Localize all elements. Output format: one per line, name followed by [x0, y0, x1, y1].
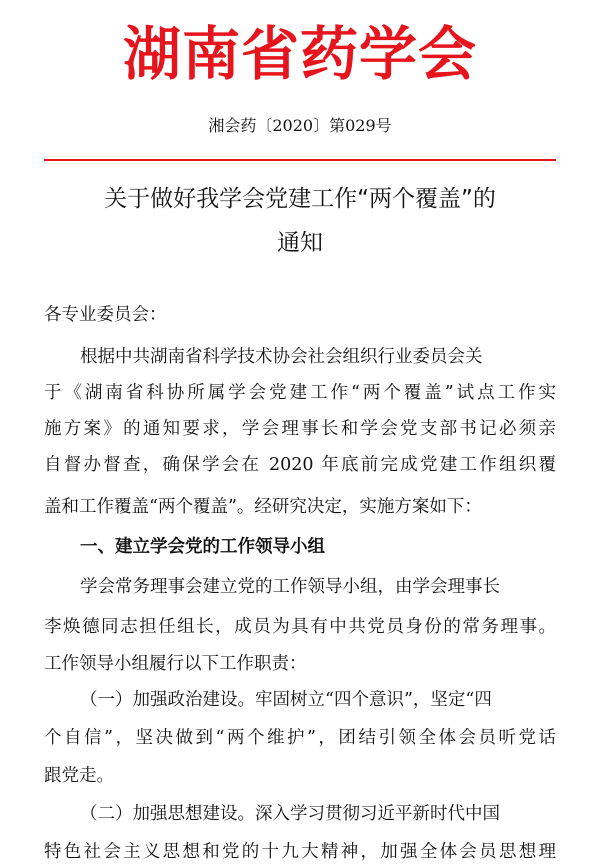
salutation: 各专业委员会： [44, 305, 167, 325]
document-title-line: 通知 [277, 230, 323, 256]
list-item-line: 特色社会主义思想和党的十九大精神，加强全体会员思想理 [44, 842, 556, 862]
paragraph-line: 学会常务理事会建立党的工作领导小组，由学会理事长 [80, 577, 500, 597]
section-heading: 一、建立学会党的工作领导小组 [80, 537, 325, 557]
paragraph-line: 李焕德同志担任组长，成员为具有中共党员身份的常务理事。 [44, 617, 556, 637]
org-title: 湖南省药学会 [122, 20, 477, 88]
paragraph-line: 施方案》的通知要求，学会理事长和学会党支部书记必须亲 [44, 419, 556, 439]
paragraph-line: 自督办督查，确保学会在 2020 年底前完成党建工作组织覆 [44, 455, 556, 475]
paragraph-line: 根据中共湖南省科学技术协会社会组织行业委员会关 [80, 347, 483, 367]
list-item-line: （一）加强政治建设。牢固树立“四个意识”，坚定“四 [80, 690, 492, 710]
document-number: 湘会药〔2020〕第029号 [208, 116, 392, 135]
paragraph-line: 盖和工作覆盖“两个覆盖”。经研究决定，实施方案如下： [44, 497, 482, 517]
document-title-line: 关于做好我学会党建工作“两个覆盖”的 [104, 186, 496, 212]
list-item-line: 个自信”，坚决做到“两个维护”，团结引领全体会员听党话 [44, 728, 556, 748]
list-item-line: （二）加强思想建设。深入学习贯彻习近平新时代中国 [80, 804, 500, 824]
red-divider [44, 159, 556, 161]
list-item-line: 跟党走。 [44, 766, 114, 786]
paragraph-line: 工作领导小组履行以下工作职责： [44, 654, 307, 674]
paragraph-line: 于《湖南省科协所属学会党建工作“两个覆盖”试点工作实 [44, 383, 556, 403]
